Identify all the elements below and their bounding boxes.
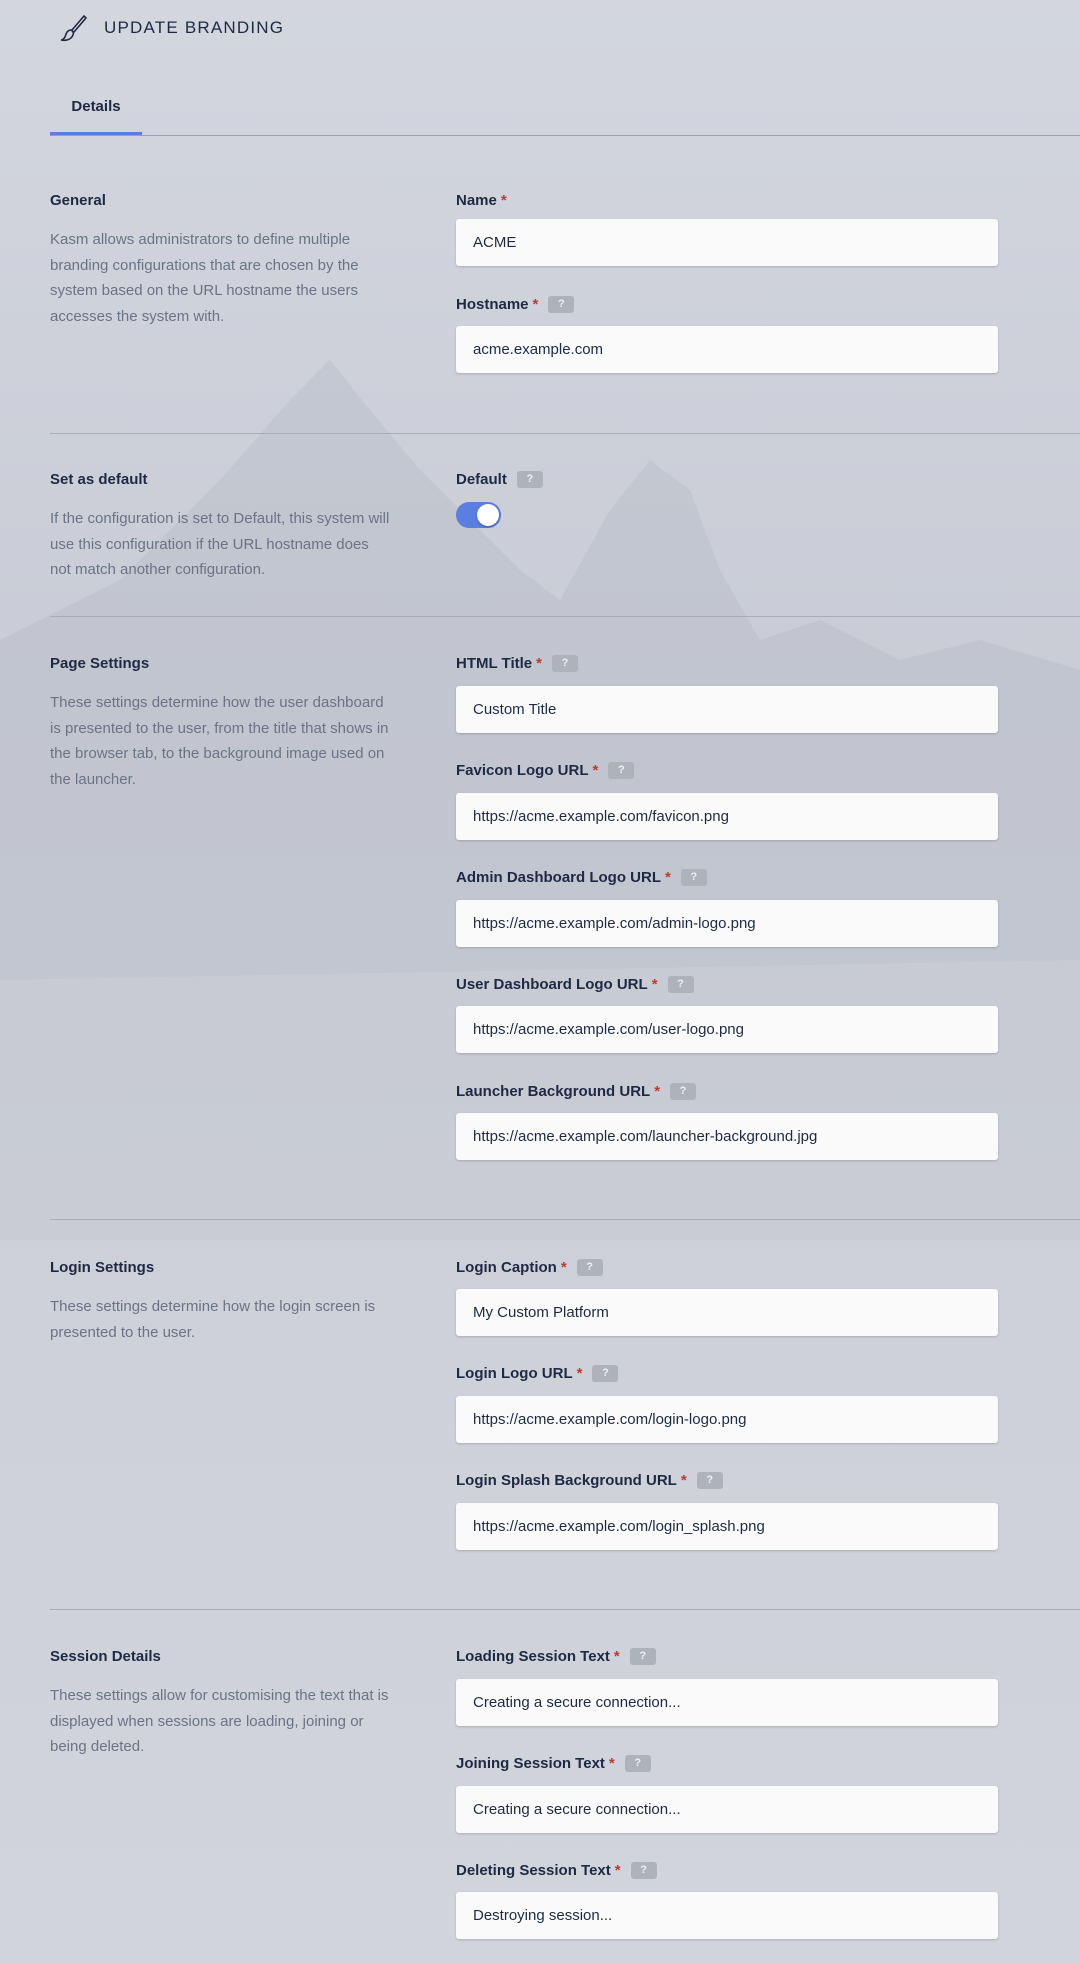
launcher-background-url-input[interactable] [456,1113,998,1160]
admin-dashboard-logo-url-input[interactable] [456,900,998,947]
section-divider [50,433,1080,434]
help-icon[interactable]: ? [631,1862,657,1879]
section-description: These settings determine how the login screen is presented to the user. [50,1298,376,1341]
name-input[interactable] [456,219,998,266]
help-icon[interactable]: ? [577,1259,603,1276]
help-icon[interactable]: ? [592,1365,618,1382]
deleting-session-text-input[interactable] [456,1892,998,1939]
help-icon[interactable]: ? [668,976,694,993]
help-icon[interactable]: ? [681,869,707,886]
favicon-logo-url-input[interactable] [456,793,998,840]
required-marker: * [680,1472,687,1489]
section-title: Session Details [50,1648,161,1665]
section-description: These settings allow for customising the text that is displayed when sessions are loading, joining or being deleted. [50,1687,389,1755]
name-label: Name * [456,192,507,209]
page-header [58,12,284,44]
help-icon[interactable]: ? [630,1648,656,1665]
login-splash-background-url-input[interactable] [456,1503,998,1550]
default-label: Default ? [456,471,543,488]
required-marker: * [536,655,542,672]
hostname-input[interactable] [456,326,998,373]
required-marker: * [614,1862,621,1879]
hostname-label: Hostname * ? [456,296,574,313]
login-logo-url-input[interactable] [456,1396,998,1443]
joining-session-text-label: Joining Session Text * ? [456,1755,651,1772]
section-title: Set as default [50,471,148,488]
help-icon[interactable]: ? [625,1755,651,1772]
user-dashboard-logo-url-label: User Dashboard Logo URL * ? [456,976,694,993]
login-splash-background-url-label: Login Splash Background URL * ? [456,1472,723,1489]
help-icon[interactable]: ? [608,762,634,779]
help-icon[interactable]: ? [697,1472,723,1489]
loading-session-text-label: Loading Session Text * ? [456,1648,656,1665]
admin-dashboard-logo-url-label: Admin Dashboard Logo URL * ? [456,869,707,886]
required-marker: * [654,1083,661,1100]
user-dashboard-logo-url-input[interactable] [456,1006,998,1053]
help-icon[interactable]: ? [517,471,543,488]
section-title: Login Settings [50,1259,155,1276]
deleting-session-text-label: Deleting Session Text * ? [456,1862,657,1879]
required-marker: * [651,976,658,993]
required-marker: * [613,1648,620,1665]
help-icon[interactable]: ? [548,296,574,313]
joining-session-text-input[interactable] [456,1786,998,1833]
required-marker: * [576,1365,583,1382]
section-description: Kasm allows administrators to define multiple branding configurations that are chosen by the system based on the URL hostname the users accesses the system with. [50,231,359,325]
launcher-background-url-label: Launcher Background URL * ? [456,1083,696,1100]
required-marker: * [592,762,599,779]
section-title: General [50,192,106,209]
section-divider [50,1609,1080,1610]
required-marker: * [500,192,507,209]
tab-divider [50,135,1080,136]
loading-session-text-input[interactable] [456,1679,998,1726]
section-description: These settings determine how the user dashboard is presented to the user, from the title that shows in the browser tab, to the background image used on the launcher. [50,694,389,788]
tab-details[interactable]: Details [50,84,142,135]
section-title: Page Settings [50,655,150,672]
section-divider [50,1219,1080,1220]
login-logo-url-label: Login Logo URL * ? [456,1365,618,1382]
page-title: UPDATE BRANDING [104,18,285,37]
default-toggle[interactable] [456,502,501,528]
section-divider [50,616,1080,617]
required-marker: * [665,869,671,886]
paintbrush-icon [58,13,88,43]
login-caption-label: Login Caption * ? [456,1259,603,1276]
required-marker: * [532,296,539,313]
help-icon[interactable]: ? [552,655,578,672]
html-title-input[interactable] [456,686,998,733]
toggle-knob [477,504,499,526]
login-caption-input[interactable] [456,1289,998,1336]
required-marker: * [608,1755,615,1772]
help-icon[interactable]: ? [670,1083,696,1100]
favicon-logo-url-label: Favicon Logo URL * ? [456,762,634,779]
section-description: If the configuration is set to Default, this system will use this configuration if the URL hostname does not match another configuration. [50,510,390,578]
required-marker: * [560,1259,567,1276]
html-title-label: HTML Title * ? [456,655,578,672]
